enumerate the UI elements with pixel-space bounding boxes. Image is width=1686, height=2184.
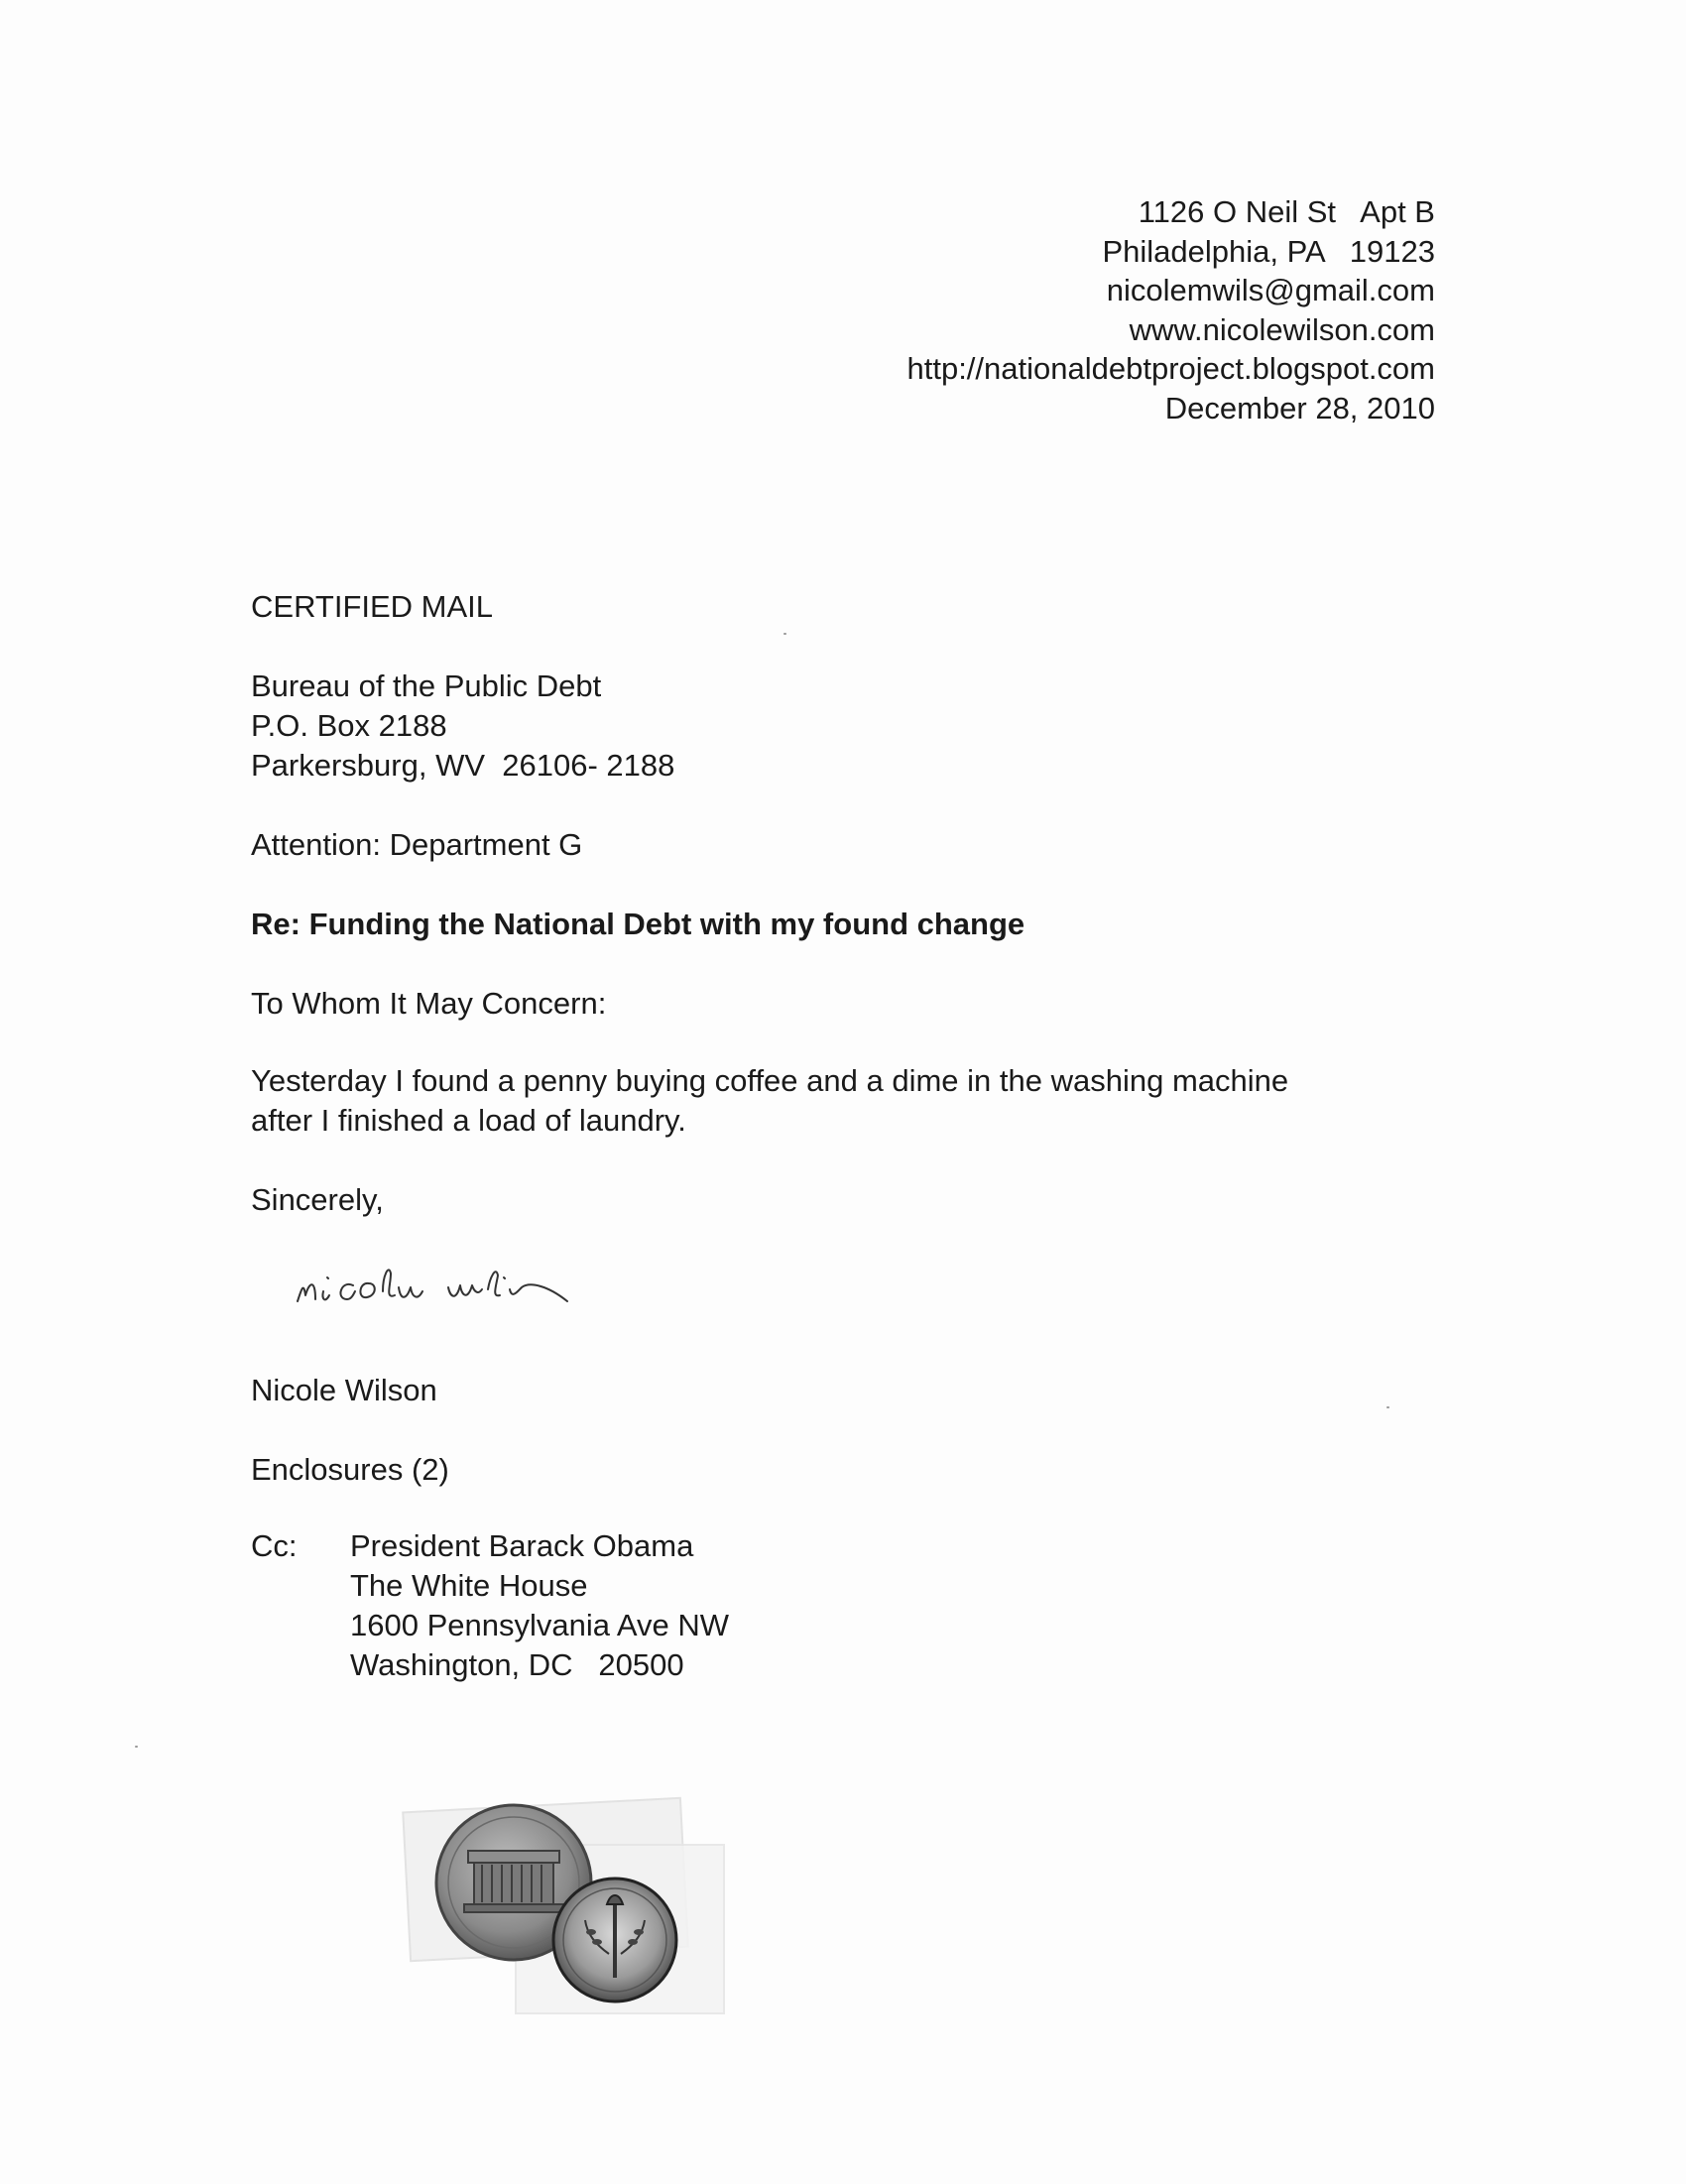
closing: Sincerely, (251, 1182, 384, 1217)
signer-name: Nicole Wilson (251, 1373, 437, 1407)
cc-line-3: 1600 Pennsylvania Ave NW (350, 1608, 729, 1642)
recipient-po-box: P.O. Box 2188 (251, 708, 447, 743)
body-line-2: after I finished a load of laundry. (251, 1103, 686, 1138)
scan-speck (783, 633, 786, 635)
mail-type: CERTIFIED MAIL (251, 589, 494, 624)
sender-street: 1126 O Neil St Apt B (1138, 194, 1435, 229)
enclosed-coins (367, 1765, 764, 2023)
cc-line-1: President Barack Obama (350, 1528, 694, 1563)
sender-website: www.nicolewilson.com (1129, 311, 1435, 347)
recipient-address-block (251, 667, 674, 786)
scan-speck (135, 1746, 138, 1748)
cc-address (350, 1526, 729, 1685)
recipient-city: Parkersburg, WV 26106- 2188 (251, 748, 675, 783)
body-line-1: Yesterday I found a penny buying coffee and a dime in the washing machine (251, 1063, 1289, 1098)
enclosures-line: Enclosures (2) (251, 1452, 449, 1487)
scan-speck (1386, 1406, 1389, 1408)
cc-label: Cc: (251, 1528, 298, 1563)
subject-line: Re: Funding the National Debt with my found change (251, 907, 1025, 941)
attention-line: Attention: Department G (251, 827, 583, 862)
sender-address-block (906, 192, 1435, 427)
salutation: To Whom It May Concern: (251, 986, 607, 1021)
cc-line-2: The White House (350, 1568, 588, 1603)
dime-icon (553, 1879, 676, 2002)
letter-date: December 28, 2010 (1164, 390, 1435, 425)
sender-email: nicolemwils@gmail.com (1106, 273, 1435, 307)
sender-city: Philadelphia, PA 19123 (1102, 233, 1435, 269)
handwritten-signature-icon (288, 1230, 684, 1339)
sender-blog: http://nationaldebtproject.blogspot.com (906, 351, 1435, 386)
letter-body (251, 1061, 1288, 1141)
cc-line-4: Washington, DC 20500 (350, 1647, 684, 1682)
recipient-name: Bureau of the Public Debt (251, 668, 602, 703)
